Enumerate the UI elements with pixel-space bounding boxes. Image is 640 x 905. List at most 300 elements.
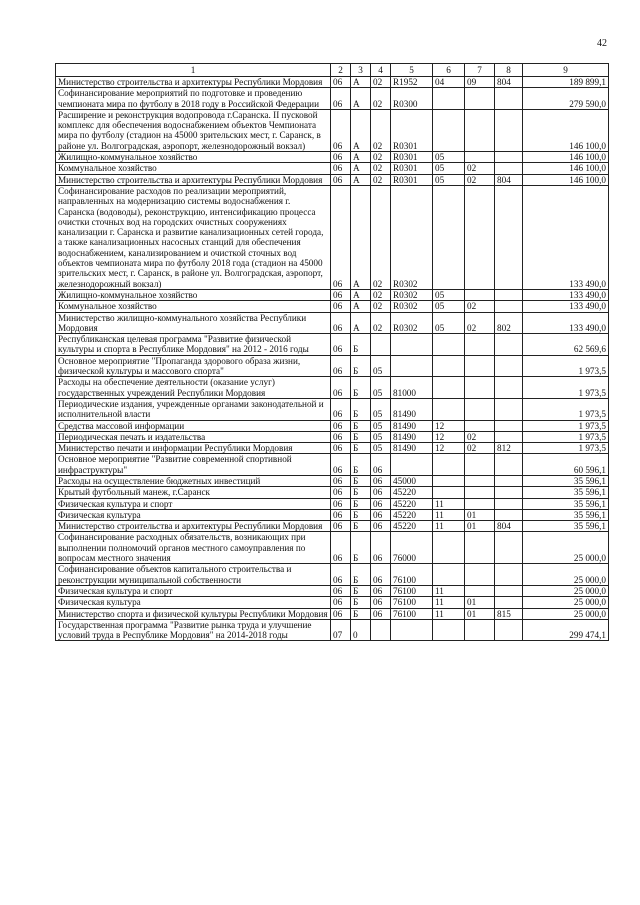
code-2: 07 <box>331 619 351 641</box>
code-4: 05 <box>371 443 391 454</box>
code-2: 06 <box>331 312 351 334</box>
code-2: 06 <box>331 185 351 289</box>
row-name: Государственная программа "Развитие рынка труда и улучшение условий труда в Республике Мордовия" на 2014-2018 годы <box>56 619 331 641</box>
code-5 <box>391 355 433 377</box>
table-row <box>56 289 609 300</box>
code-3: Б <box>351 431 371 442</box>
row-amount: 1 973,5 <box>523 398 609 420</box>
code-7 <box>465 334 495 356</box>
code-7 <box>465 289 495 300</box>
code-7: 01 <box>465 608 495 619</box>
table-row <box>56 619 609 641</box>
code-6: 11 <box>433 521 465 532</box>
table-row <box>56 377 609 399</box>
code-3: Б <box>351 597 371 608</box>
code-4: 06 <box>371 608 391 619</box>
code-2: 06 <box>331 521 351 532</box>
table-row <box>56 152 609 163</box>
code-8 <box>495 475 523 486</box>
row-amount: 146 100,0 <box>523 109 609 151</box>
code-6 <box>433 398 465 420</box>
code-3: Б <box>351 532 371 564</box>
code-6 <box>433 532 465 564</box>
column-header: 3 <box>351 64 371 77</box>
code-8 <box>495 355 523 377</box>
row-amount: 133 490,0 <box>523 301 609 312</box>
code-4: 06 <box>371 564 391 586</box>
code-7 <box>465 398 495 420</box>
code-3: Б <box>351 355 371 377</box>
code-3: А <box>351 152 371 163</box>
row-name: Средства массовой информации <box>56 420 331 431</box>
column-header: 7 <box>465 64 495 77</box>
code-8 <box>495 163 523 174</box>
code-8 <box>495 487 523 498</box>
code-4: 06 <box>371 475 391 486</box>
code-2: 06 <box>331 289 351 300</box>
row-name: Расходы на обеспечение деятельности (оказание услуг) государственных учреждений Республики Мордовия <box>56 377 331 399</box>
row-amount: 62 569,6 <box>523 334 609 356</box>
code-8: 812 <box>495 443 523 454</box>
table-row <box>56 334 609 356</box>
code-4: 02 <box>371 77 391 88</box>
code-5: 81490 <box>391 431 433 442</box>
code-7: 01 <box>465 509 495 520</box>
code-6 <box>433 377 465 399</box>
code-2: 06 <box>331 377 351 399</box>
code-4: 02 <box>371 312 391 334</box>
code-4: 02 <box>371 88 391 110</box>
row-amount: 279 590,0 <box>523 88 609 110</box>
code-5: 45220 <box>391 498 433 509</box>
code-8 <box>495 377 523 399</box>
code-8 <box>495 152 523 163</box>
code-3: Б <box>351 475 371 486</box>
code-7 <box>465 619 495 641</box>
code-5: 81490 <box>391 398 433 420</box>
code-6: 11 <box>433 597 465 608</box>
code-5: 45220 <box>391 509 433 520</box>
row-amount: 25 000,0 <box>523 597 609 608</box>
code-8 <box>495 619 523 641</box>
table-row <box>56 312 609 334</box>
code-7: 02 <box>465 174 495 185</box>
code-5: 81490 <box>391 443 433 454</box>
code-8 <box>495 585 523 596</box>
code-2: 06 <box>331 174 351 185</box>
row-amount: 146 100,0 <box>523 152 609 163</box>
code-4: 06 <box>371 532 391 564</box>
code-3: Б <box>351 398 371 420</box>
code-3: Б <box>351 521 371 532</box>
code-3: А <box>351 301 371 312</box>
code-8 <box>495 532 523 564</box>
code-4: 02 <box>371 174 391 185</box>
row-amount: 25 000,0 <box>523 608 609 619</box>
code-7 <box>465 475 495 486</box>
code-5: R0301 <box>391 174 433 185</box>
code-4: 02 <box>371 289 391 300</box>
code-7: 01 <box>465 521 495 532</box>
code-4: 05 <box>371 420 391 431</box>
column-header: 6 <box>433 64 465 77</box>
code-4: 06 <box>371 454 391 476</box>
row-name: Софинансирование расходных обязательств, возникающих при выполнении полномочий органов местного самоуправления по вопросам местного значения <box>56 532 331 564</box>
code-4: 06 <box>371 585 391 596</box>
row-amount: 60 596,1 <box>523 454 609 476</box>
code-2: 06 <box>331 420 351 431</box>
code-7 <box>465 152 495 163</box>
code-4: 06 <box>371 487 391 498</box>
table-row <box>56 88 609 110</box>
code-2: 06 <box>331 475 351 486</box>
code-5: 76000 <box>391 532 433 564</box>
row-amount: 35 596,1 <box>523 487 609 498</box>
code-3: Б <box>351 608 371 619</box>
row-name: Софинансирование объектов капитального строительства и реконструкции муниципальной собственности <box>56 564 331 586</box>
code-6: 05 <box>433 174 465 185</box>
code-6: 05 <box>433 152 465 163</box>
budget-table <box>55 63 609 641</box>
row-amount: 189 899,1 <box>523 77 609 88</box>
code-7 <box>465 585 495 596</box>
row-name: Основное мероприятие "Пропаганда здорового образа жизни, физической культуры и массового спорта" <box>56 355 331 377</box>
row-name: Жилищно-коммунальное хозяйство <box>56 152 331 163</box>
table-row <box>56 77 609 88</box>
code-3: Б <box>351 487 371 498</box>
table-row <box>56 109 609 151</box>
code-6: 12 <box>433 431 465 442</box>
code-7: 02 <box>465 163 495 174</box>
code-3: 0 <box>351 619 371 641</box>
row-name: Софинансирование мероприятий по подготовке и проведению чемпионата мира по футболу в 2018 году в Российской Федерации <box>56 88 331 110</box>
row-amount: 146 100,0 <box>523 174 609 185</box>
code-7 <box>465 109 495 151</box>
page-number: 42 <box>597 38 607 49</box>
code-7 <box>465 420 495 431</box>
code-8: 804 <box>495 77 523 88</box>
code-3: А <box>351 77 371 88</box>
code-6 <box>433 564 465 586</box>
code-2: 06 <box>331 301 351 312</box>
code-4: 05 <box>371 431 391 442</box>
code-8 <box>495 498 523 509</box>
code-8 <box>495 398 523 420</box>
code-4: 06 <box>371 509 391 520</box>
table-row <box>56 597 609 608</box>
code-3: А <box>351 109 371 151</box>
code-4: 02 <box>371 152 391 163</box>
code-4: 05 <box>371 398 391 420</box>
row-name: Жилищно-коммунальное хозяйство <box>56 289 331 300</box>
code-7: 09 <box>465 77 495 88</box>
code-5: R0302 <box>391 289 433 300</box>
row-name: Министерство жилищно-коммунального хозяйства Республики Мордовия <box>56 312 331 334</box>
row-name: Физическая культура и спорт <box>56 498 331 509</box>
code-4: 02 <box>371 185 391 289</box>
code-3: А <box>351 163 371 174</box>
table-row <box>56 174 609 185</box>
code-5 <box>391 334 433 356</box>
code-6: 11 <box>433 585 465 596</box>
code-6 <box>433 475 465 486</box>
code-5: 76100 <box>391 564 433 586</box>
code-5: R0301 <box>391 152 433 163</box>
code-6 <box>433 109 465 151</box>
row-name: Министерство спорта и физической культуры Республики Мордовия <box>56 608 331 619</box>
code-3: Б <box>351 443 371 454</box>
code-7: 02 <box>465 312 495 334</box>
code-2: 06 <box>331 532 351 564</box>
code-7 <box>465 454 495 476</box>
code-2: 06 <box>331 109 351 151</box>
table-row <box>56 475 609 486</box>
code-3: Б <box>351 334 371 356</box>
code-7: 02 <box>465 431 495 442</box>
row-amount: 25 000,0 <box>523 532 609 564</box>
table-row <box>56 420 609 431</box>
code-6: 05 <box>433 312 465 334</box>
row-amount: 1 973,5 <box>523 355 609 377</box>
code-5: 45220 <box>391 487 433 498</box>
code-5: 76100 <box>391 608 433 619</box>
column-header: 1 <box>56 64 331 77</box>
code-8 <box>495 454 523 476</box>
code-3: А <box>351 174 371 185</box>
table-row <box>56 355 609 377</box>
code-8 <box>495 597 523 608</box>
code-2: 06 <box>331 443 351 454</box>
table-row <box>56 498 609 509</box>
code-2: 06 <box>331 509 351 520</box>
table-row <box>56 521 609 532</box>
code-6: 05 <box>433 301 465 312</box>
code-5: R1952 <box>391 77 433 88</box>
table-row <box>56 454 609 476</box>
code-5: 45000 <box>391 475 433 486</box>
code-8: 804 <box>495 174 523 185</box>
row-amount: 35 596,1 <box>523 521 609 532</box>
row-amount: 1 973,5 <box>523 377 609 399</box>
code-7: 01 <box>465 597 495 608</box>
code-5: 81490 <box>391 420 433 431</box>
code-4: 06 <box>371 498 391 509</box>
code-3: Б <box>351 377 371 399</box>
column-header: 2 <box>331 64 351 77</box>
code-6: 12 <box>433 443 465 454</box>
code-7 <box>465 498 495 509</box>
code-5: R0301 <box>391 163 433 174</box>
code-6 <box>433 355 465 377</box>
code-2: 06 <box>331 355 351 377</box>
row-name: Министерство строительства и архитектуры Республики Мордовия <box>56 521 331 532</box>
code-6: 05 <box>433 289 465 300</box>
code-4 <box>371 334 391 356</box>
row-amount: 299 474,1 <box>523 619 609 641</box>
row-amount: 1 973,5 <box>523 443 609 454</box>
code-4: 05 <box>371 377 391 399</box>
code-6 <box>433 487 465 498</box>
row-name: Физическая культура и спорт <box>56 585 331 596</box>
code-7 <box>465 88 495 110</box>
code-6: 11 <box>433 509 465 520</box>
code-4: 02 <box>371 163 391 174</box>
code-3: Б <box>351 509 371 520</box>
row-amount: 133 490,0 <box>523 289 609 300</box>
code-5: R0302 <box>391 312 433 334</box>
row-amount: 35 596,1 <box>523 475 609 486</box>
code-6 <box>433 185 465 289</box>
row-amount: 25 000,0 <box>523 585 609 596</box>
code-2: 06 <box>331 498 351 509</box>
code-4: 02 <box>371 109 391 151</box>
table-row <box>56 185 609 289</box>
code-6 <box>433 334 465 356</box>
code-2: 06 <box>331 564 351 586</box>
code-8 <box>495 88 523 110</box>
code-7 <box>465 487 495 498</box>
code-3: А <box>351 312 371 334</box>
row-name: Периодические издания, учрежденные органами законодательной и исполнительной власти <box>56 398 331 420</box>
code-2: 06 <box>331 334 351 356</box>
row-name: Крытый футбольный манеж, г.Саранск <box>56 487 331 498</box>
code-3: Б <box>351 454 371 476</box>
code-7: 02 <box>465 301 495 312</box>
code-2: 06 <box>331 163 351 174</box>
code-5: R0302 <box>391 185 433 289</box>
row-name: Физическая культура <box>56 509 331 520</box>
row-name: Коммунальное хозяйство <box>56 163 331 174</box>
table-row <box>56 564 609 586</box>
row-name: Коммунальное хозяйство <box>56 301 331 312</box>
code-6 <box>433 88 465 110</box>
table-row <box>56 532 609 564</box>
code-8: 802 <box>495 312 523 334</box>
code-8 <box>495 289 523 300</box>
table-row <box>56 443 609 454</box>
code-5: 76100 <box>391 585 433 596</box>
code-6 <box>433 619 465 641</box>
code-5: 81000 <box>391 377 433 399</box>
code-8: 815 <box>495 608 523 619</box>
header-row <box>56 64 609 77</box>
code-2: 06 <box>331 487 351 498</box>
row-name: Республиканская целевая программа "Развитие физической культуры и спорта в Республике Мордовия" на 2012 - 2016 годы <box>56 334 331 356</box>
code-6: 11 <box>433 498 465 509</box>
code-7 <box>465 355 495 377</box>
code-2: 06 <box>331 77 351 88</box>
table-row <box>56 398 609 420</box>
code-6: 12 <box>433 420 465 431</box>
row-name: Расширение и реконструкция водопровода г.Саранска. II пусковой комплекс для обеспечения водоснабжением объектов Чемпионата мира по футболу (стадион на 45000 зрительских мест, г. Саранск, в районе ул. Волгоградская, аэропорт, железнодорожный вокзал) <box>56 109 331 151</box>
code-8 <box>495 301 523 312</box>
code-3: А <box>351 185 371 289</box>
code-4: 05 <box>371 355 391 377</box>
code-7 <box>465 564 495 586</box>
column-header: 4 <box>371 64 391 77</box>
table-row <box>56 585 609 596</box>
code-5: 45220 <box>391 521 433 532</box>
code-3: Б <box>351 564 371 586</box>
code-6 <box>433 454 465 476</box>
row-name: Софинансирование расходов по реализации мероприятий, направленных на модернизацию системы водоснабжения г. Саранска (водоводы), реконструкцию, интенсификацию процесса очистки сточных вод на городских очистных сооружениях канализации г. Саранска и развитие канализационных сетей города, а также канализационных насосных станций для обеспечения водоснабжением, канализированием и очисткой сточных вод объектов чемпионата мира по футболу 2018 года (стадион на 45000 зрительских мест, г. Саранск, в районе ул. Волгоградская, аэропорт, железнодорожный вокзал) <box>56 185 331 289</box>
table-row <box>56 487 609 498</box>
row-amount: 35 596,1 <box>523 498 609 509</box>
code-7: 02 <box>465 443 495 454</box>
row-amount: 35 596,1 <box>523 509 609 520</box>
row-name: Расходы на осуществление бюджетных инвестиций <box>56 475 331 486</box>
row-amount: 1 973,5 <box>523 431 609 442</box>
row-name: Министерство строительства и архитектуры Республики Мордовия <box>56 77 331 88</box>
row-amount: 133 490,0 <box>523 312 609 334</box>
code-3: А <box>351 289 371 300</box>
code-8 <box>495 564 523 586</box>
code-4: 02 <box>371 301 391 312</box>
code-8: 804 <box>495 521 523 532</box>
code-5: R0301 <box>391 109 433 151</box>
row-name: Периодическая печать и издательства <box>56 431 331 442</box>
code-6: 05 <box>433 163 465 174</box>
code-5: R0300 <box>391 88 433 110</box>
row-amount: 25 000,0 <box>523 564 609 586</box>
code-4: 06 <box>371 597 391 608</box>
row-amount: 1 973,5 <box>523 420 609 431</box>
code-7 <box>465 532 495 564</box>
code-8 <box>495 334 523 356</box>
row-amount: 146 100,0 <box>523 163 609 174</box>
table-row <box>56 431 609 442</box>
row-name: Министерство печати и информации Республики Мордовия <box>56 443 331 454</box>
code-2: 06 <box>331 431 351 442</box>
code-5: 76100 <box>391 597 433 608</box>
row-name: Министерство строительства и архитектуры Республики Мордовия <box>56 174 331 185</box>
code-7 <box>465 377 495 399</box>
code-2: 06 <box>331 454 351 476</box>
code-2: 06 <box>331 398 351 420</box>
code-3: А <box>351 88 371 110</box>
code-8 <box>495 109 523 151</box>
column-header: 9 <box>523 64 609 77</box>
column-header: 8 <box>495 64 523 77</box>
code-2: 06 <box>331 88 351 110</box>
code-2: 06 <box>331 585 351 596</box>
code-3: Б <box>351 420 371 431</box>
code-7 <box>465 185 495 289</box>
code-8 <box>495 431 523 442</box>
table-row <box>56 301 609 312</box>
code-2: 06 <box>331 608 351 619</box>
code-4 <box>371 619 391 641</box>
table-row <box>56 509 609 520</box>
code-5 <box>391 619 433 641</box>
code-3: Б <box>351 498 371 509</box>
row-amount: 133 490,0 <box>523 185 609 289</box>
row-name: Основное мероприятие "Развитие современной спортивной инфраструктуры" <box>56 454 331 476</box>
table-row <box>56 163 609 174</box>
code-5: R0302 <box>391 301 433 312</box>
code-8 <box>495 420 523 431</box>
code-2: 06 <box>331 597 351 608</box>
row-name: Физическая культура <box>56 597 331 608</box>
code-6: 11 <box>433 608 465 619</box>
code-6: 04 <box>433 77 465 88</box>
code-4: 06 <box>371 521 391 532</box>
code-5 <box>391 454 433 476</box>
column-header: 5 <box>391 64 433 77</box>
table-row <box>56 608 609 619</box>
code-8 <box>495 185 523 289</box>
code-2: 06 <box>331 152 351 163</box>
